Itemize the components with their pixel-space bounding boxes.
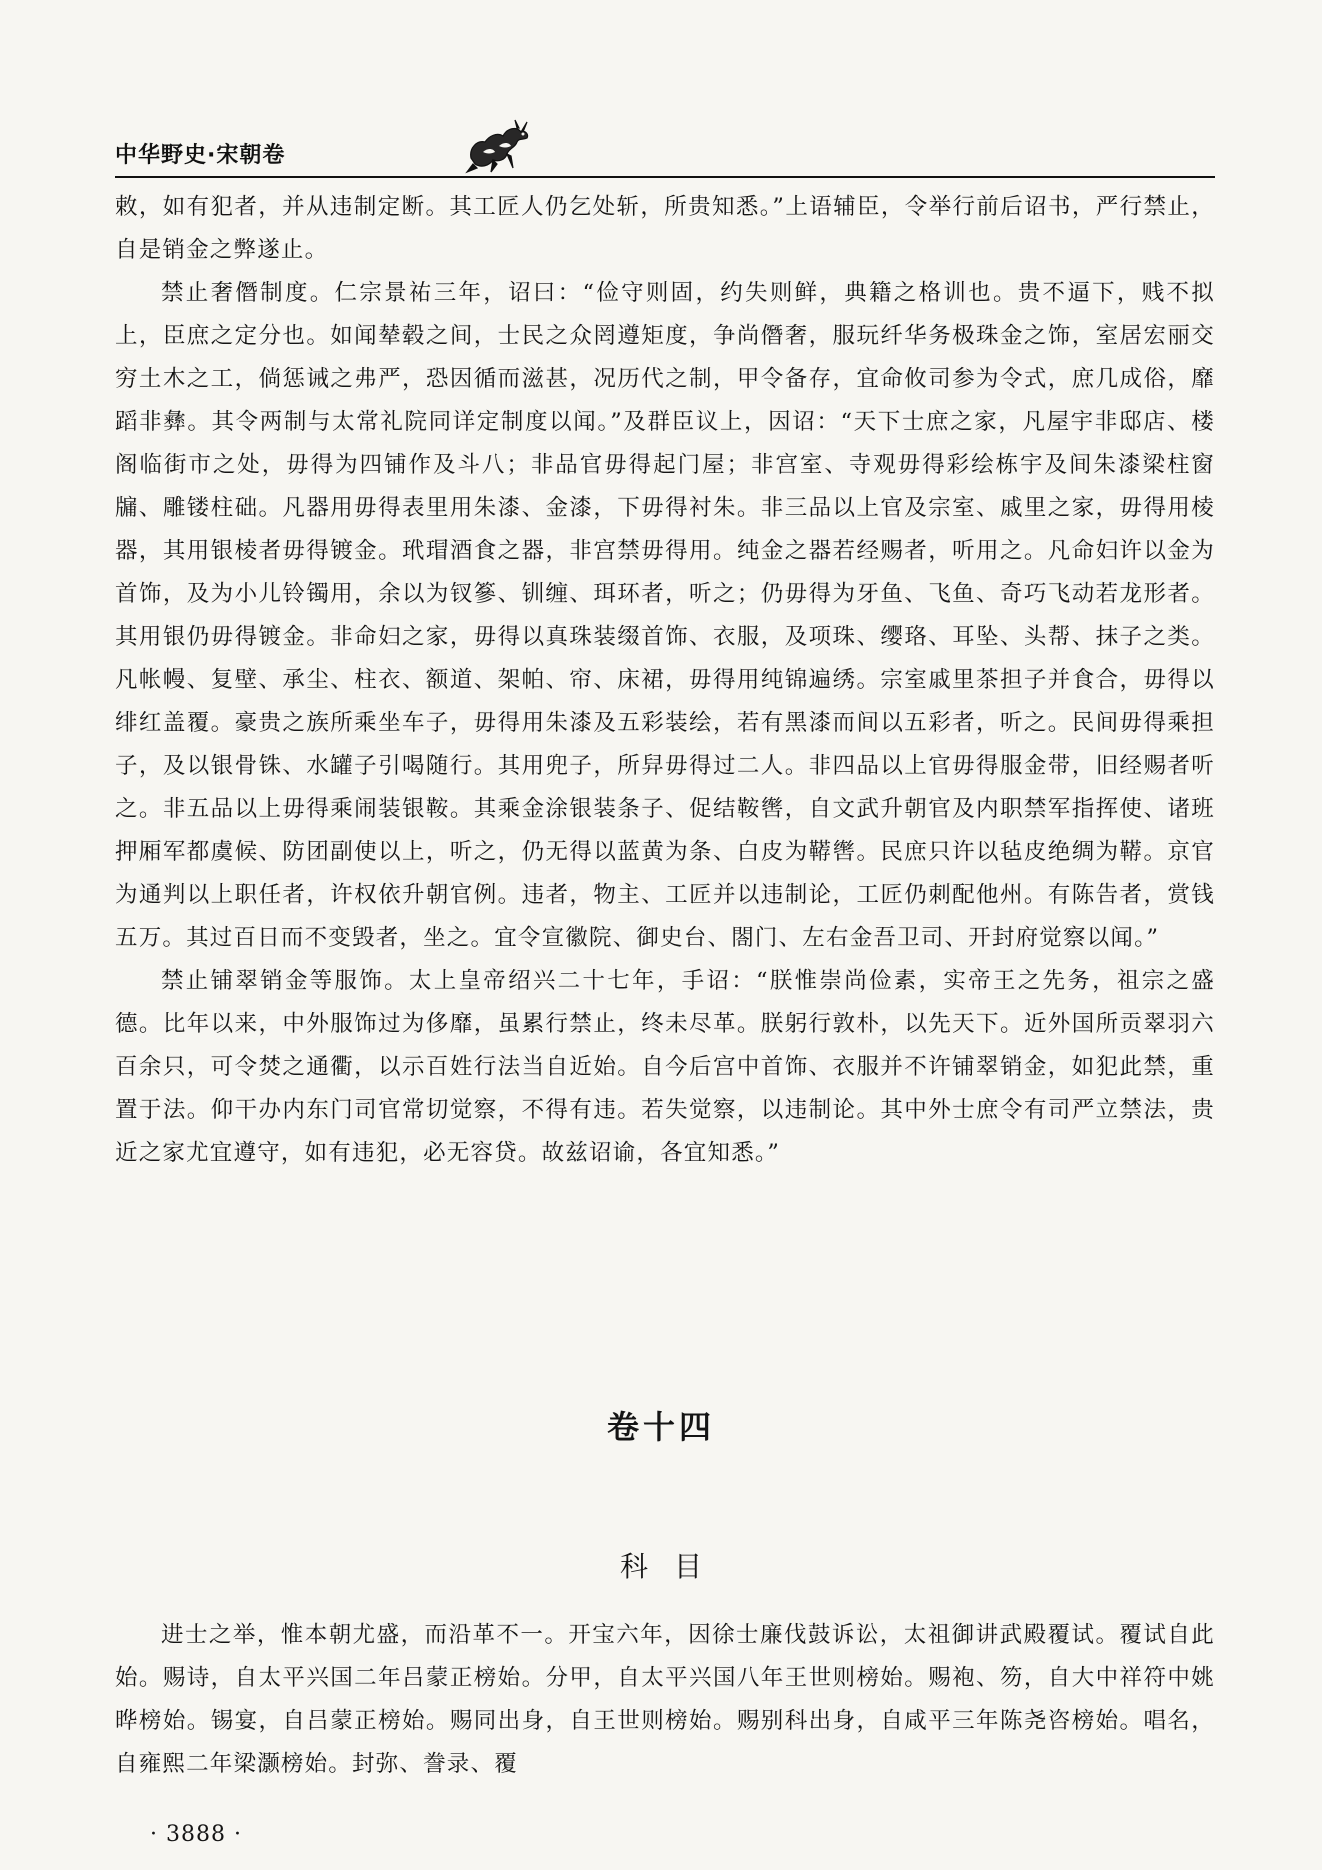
section-text-block [115, 1614, 1215, 1786]
page-number: · 3888 · [150, 1822, 242, 1847]
running-header [115, 128, 1215, 178]
chapter-heading: 卷十四 [606, 1408, 715, 1446]
paragraph-examinations: 进士之举，惟本朝尤盛，而沿革不一。开宝六年，因徐士廉伐鼓诉讼，太祖御讲武殿覆试。覆试自此始。赐诗，自太平兴国二年吕蒙正榜始。分甲，自太平兴国八年王世则榜始。赐袍、笏，自大中祥符中姚晔榜始。锡宴，自吕蒙正榜始。赐同出身，自王世则榜始。赐别科出身，自咸平三年陈尧咨榜始。唱名，自雍熙二年梁灏榜始。封弥、誊录、覆 [115, 1622, 1215, 1777]
book-title: 中华野史·宋朝卷 [115, 143, 286, 168]
main-text-block [115, 186, 1215, 1175]
paragraph-continuation: 敕，如有犯者，并从违制定断。其工匠人仍乞处斩，所贵知悉。”上语辅臣，令举行前后诏书，严行禁止，自是销金之弊遂止。 [115, 194, 1215, 263]
section-heading: 科目 [619, 1550, 728, 1583]
header-divider [115, 176, 1215, 178]
paragraph-kingfisher-ban: 禁止铺翠销金等服饰。太上皇帝绍兴二十七年，手诏：“朕惟崇尚俭素，实帝王之先务，祖宗之盛德。比年以来，中外服饰过为侈靡，虽累行禁止，终未尽革。朕躬行敦朴，以先天下。近外国所贡翠羽六百余只，可令焚之通衢，以示百姓行法当自近始。自今后宫中首饰、衣服并不许铺翠销金，如犯此禁，重置于法。仰干办内东门司官常切觉察，不得有违。若失觉察，以违制论。其中外士庶令有司严立禁法，贵近之家尤宜遵守，如有违犯，必无容贷。故兹诏谕，各宜知悉。” [115, 968, 1215, 1166]
paragraph-sumptuary-law: 禁止奢僭制度。仁宗景祐三年，诏曰：“俭守则固，约失则鲜，典籍之格训也。贵不逼下，贱不拟上，臣庶之定分也。如闻辇毂之间，士民之众罔遵矩度，争尚僭奢，服玩纤华务极珠金之饰，室居宏丽交穷土木之工，倘惩诫之弗严，恐因循而滋甚，况历代之制，甲令备存，宜命攸司参为令式，庶几成俗，靡蹈非彝。其令两制与太常礼院同详定制度以闻。”及群臣议上，因诏：“天下士庶之家，凡屋宇非邸店、楼阁临街市之处，毋得为四铺作及斗八；非品官毋得起门屋；非宫室、寺观毋得彩绘栋宇及间朱漆梁柱窗牖、雕镂柱础。凡器用毋得表里用朱漆、金漆，下毋得衬朱。非三品以上官及宗室、戚里之家，毋得用棱器，其用银棱者毋得镀金。玳瑁酒食之器，非宫禁毋得用。纯金之器若经赐者，听用之。凡命妇许以金为首饰，及为小儿铃镯用，余以为钗篸、钏缠、珥环者，听之；仍毋得为牙鱼、飞鱼、奇巧飞动若龙形者。其用银仍毋得镀金。非命妇之家，毋得以真珠装缀首饰、衣服，及项珠、缨珞、耳坠、头帮、抹子之类。凡帐幔、复壁、承尘、柱衣、额道、架帕、帘、床裙，毋得用纯锦遍绣。宗室戚里茶担子并食合，毋得以绯红盖覆。豪贵之族所乘坐车子，毋得用朱漆及五彩装绘，若有黑漆而间以五彩者，听之。民间毋得乘担子，及以银骨铢、水罐子引喝随行。其用兜子，所舁毋得过二人。非四品以上官毋得服金带，旧经赐者听之。非五品以上毋得乘闹装银鞍。其乘金涂银装条子、促结鞍辔，自文武升朝官及内职禁军指挥使、诸班押厢军都虞候、防团副使以上，听之，仍无得以蓝黄为条、白皮为鞯辔。民庶只许以毡皮绝绸为鞯。京官为通判以上职任者，许权依升朝官例。违者，物主、工匠并以违制论，工匠仍刺配他州。有陈告者，赏钱五万。其过百日而不变毁者，坐之。宜令宣徽院、御史台、閤门、左右金吾卫司、开封府觉察以闻。” [115, 280, 1215, 951]
dragon-emblem-icon [463, 118, 533, 174]
